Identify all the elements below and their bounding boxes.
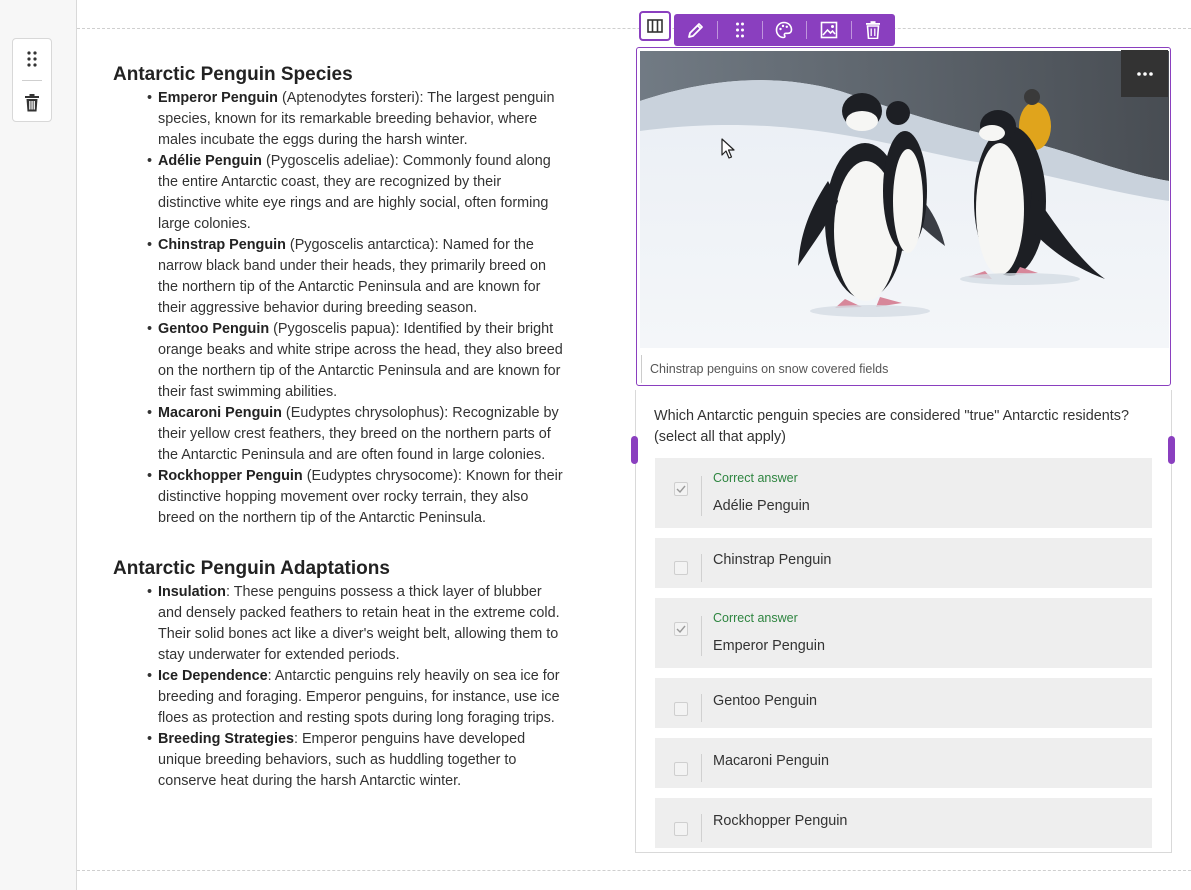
item-text: (Pygoscelis papua): Identified by their bright orange beaks and white stripe across the head, they also breed on the northern tip of the Antarctic Peninsula and are known for their fast swimming abilities.: [158, 321, 563, 400]
list-item: [158, 319, 565, 403]
section-heading-adaptations: Antarctic Penguin Adaptations: [113, 558, 390, 579]
answer-option[interactable]: [655, 678, 1152, 728]
divider: [22, 80, 42, 81]
answer-checkbox[interactable]: [674, 622, 688, 636]
answer-checkbox[interactable]: [674, 702, 688, 716]
item-text: (Eudyptes chrysolophus): Recognizable by their yellow crest feathers, they breed on the northern parts of the Antarctic Peninsula and are often found in large colonies.: [158, 405, 559, 463]
section-heading-species: Antarctic Penguin Species: [113, 64, 353, 85]
list-item: [158, 582, 565, 666]
answer-label: Adélie Penguin: [713, 498, 810, 514]
pencil-icon: [687, 21, 705, 39]
item-text: (Pygoscelis antarctica): Named for the narrow black band under their heads, they primarily breed on the northern tip of the Antarctic Peninsula and are known for their aggressive behavior during breeding season.: [158, 237, 546, 316]
trash-icon: [865, 21, 881, 39]
answer-label: Emperor Penguin: [713, 638, 825, 654]
drag-handle-button[interactable]: [13, 41, 51, 77]
answer-checkbox[interactable]: [674, 762, 688, 776]
more-horizontal-icon: [1136, 71, 1154, 77]
divider: [701, 476, 702, 516]
more-options-button[interactable]: [1121, 50, 1168, 97]
divider: [701, 814, 702, 842]
answer-checkbox[interactable]: [674, 822, 688, 836]
column-layout-icon: [647, 19, 663, 33]
item-term: Breeding Strategies: [158, 731, 294, 747]
adaptations-section: [113, 556, 565, 792]
divider: [701, 754, 702, 782]
checkmark-icon: [676, 625, 686, 633]
list-item: [158, 235, 565, 319]
item-text: (Pygoscelis adeliae): Commonly found along the entire Antarctic coast, they are recognized by their distinctive white eye rings and are highly social, often forming large colonies.: [158, 153, 551, 232]
image-replace-icon: [820, 21, 838, 39]
text-content: [113, 62, 565, 792]
item-text: : Emperor penguins have developed unique breeding behaviors, such as huddling together to conserve heat during the harsh Antarctic winter.: [158, 731, 526, 789]
image-block[interactable]: [636, 47, 1171, 386]
answer-checkbox[interactable]: [674, 561, 688, 575]
edit-button[interactable]: [674, 14, 717, 46]
block-bottom-border: [77, 870, 1191, 871]
item-term: Macaroni Penguin: [158, 405, 282, 421]
list-item: [158, 151, 565, 235]
item-text: (Aptenodytes forsteri): The largest penguin species, known for its remarkable breeding behavior, where males incubate the eggs during the harsh winter.: [158, 90, 555, 148]
block-side-tools: [12, 38, 52, 122]
adaptations-list: [113, 582, 565, 792]
answer-option[interactable]: [655, 738, 1152, 788]
item-term: Gentoo Penguin: [158, 321, 270, 337]
answer-label: Chinstrap Penguin: [713, 552, 832, 568]
penguin-image: [640, 51, 1169, 348]
quiz-question: Which Antarctic penguin species are considered "true" Antarctic residents? (select all that apply): [654, 408, 1129, 445]
checkmark-icon: [676, 485, 686, 493]
species-list: [113, 88, 565, 529]
style-button[interactable]: [763, 14, 806, 46]
delete-block-button[interactable]: [13, 85, 51, 121]
answer-checkbox[interactable]: [674, 482, 688, 496]
block-top-border: [77, 28, 1191, 29]
correct-answer-label: Correct answer: [713, 611, 798, 625]
answer-label: Macaroni Penguin: [713, 753, 829, 769]
left-gutter: [0, 0, 77, 890]
column-layout-button[interactable]: [639, 11, 671, 41]
palette-icon: [775, 21, 793, 39]
item-text: : These penguins possess a thick layer of blubber and densely packed feathers to retain heat in the extreme cold. Their solid bones act like a diver's weight belt, allowing them to stay underwater for extended periods.: [158, 584, 560, 663]
resize-handle-right[interactable]: [1168, 436, 1175, 464]
resize-handle-left[interactable]: [631, 436, 638, 464]
answer-option[interactable]: [655, 598, 1152, 668]
list-item: [158, 666, 565, 729]
list-item: [158, 466, 565, 529]
item-term: Chinstrap Penguin: [158, 237, 286, 253]
answer-option[interactable]: [655, 798, 1152, 848]
answer-option[interactable]: [655, 458, 1152, 528]
move-button[interactable]: [718, 14, 761, 46]
correct-answer-label: Correct answer: [713, 471, 798, 485]
item-term: Ice Dependence: [158, 668, 268, 684]
item-text: : Antarctic penguins rely heavily on sea ice for breeding and foraging. Emperor penguins, for instance, use ice floes as protection and resting spots during long foraging trips.: [158, 668, 560, 726]
item-term: Insulation: [158, 584, 226, 600]
item-term: Emperor Penguin: [158, 90, 278, 106]
item-term: Adélie Penguin: [158, 153, 262, 169]
answer-label: Gentoo Penguin: [713, 693, 818, 709]
drag-handle-icon: [26, 51, 38, 67]
item-text: (Eudyptes chrysocome): Known for their distinctive hopping movement over rocky terrain, they also breed on the northern tip of the Antarctic Peninsula.: [158, 468, 563, 526]
divider: [701, 694, 702, 722]
answer-label: Rockhopper Penguin: [713, 813, 848, 829]
drag-handle-icon: [735, 22, 745, 38]
image-caption[interactable]: Chinstrap penguins on snow covered fields: [641, 355, 1166, 383]
replace-image-button[interactable]: [807, 14, 850, 46]
list-item: [158, 88, 565, 151]
image-toolbar: [674, 14, 895, 46]
list-item: [158, 729, 565, 792]
list-item: [158, 403, 565, 466]
penguin-photo[interactable]: [640, 51, 1169, 348]
mouse-cursor-icon: [721, 138, 735, 160]
item-term: Rockhopper Penguin: [158, 468, 303, 484]
divider: [701, 554, 702, 582]
delete-image-button[interactable]: [852, 14, 895, 46]
divider: [701, 616, 702, 656]
answer-option[interactable]: [655, 538, 1152, 588]
trash-icon: [24, 94, 40, 112]
